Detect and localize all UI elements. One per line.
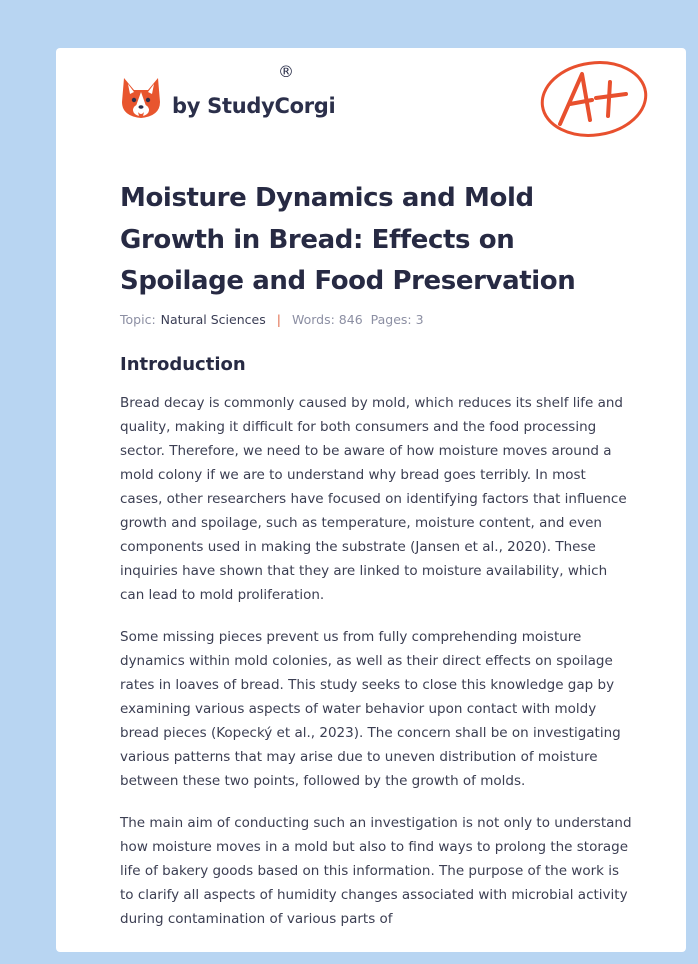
paragraph: Some missing pieces prevent us from fully comprehending moisture dynamics within mold colonies, as well as their direct effects on spoilage rates in loaves of bread. This study seeks to close this knowledge gap by examining various aspects of water behavior upon contact with moldy bread pieces (Kopecký et al., 2023). The concern shall be on investigating various patterns that may arise due to uneven distribution of moisture between these two points, followed by the growth of molds. [120,629,621,789]
meta-separator: | [276,312,281,327]
topic-label: Topic: [120,312,156,327]
paragraph: The main aim of conducting such an investigation is not only to understand how moisture moves in a mold but also to find ways to prolong the storage life of bakery goods based on this information. The purpose of the work is to clarify all aspects of humidity changes associated with microbial activity during contamination of various parts of [120,815,632,927]
registered-mark: ® [278,62,294,81]
words-label: Words: [291,312,335,327]
pages-count: 3 [415,312,424,327]
pages-label: Pages: [370,312,412,327]
grade-a-plus-icon [538,58,650,140]
document-page [56,48,686,952]
document-meta [120,312,424,327]
document-title: Moisture Dynamics and Mold Growth in Bread: Effects on Spoilage and Food Preservation [120,183,576,296]
section-heading: Introduction [120,354,246,375]
corgi-logo-icon [120,76,162,122]
paragraph: Bread decay is commonly caused by mold, which reduces its shelf life and quality, making it difficult for both consumers and the food processing sector. Therefore, we need to be aware of how moisture moves around a mold colony if we are to understand why bread goes terribly. In most cases, other researchers have focused on identifying factors that influence growth and spoilage, such as temperature, moisture content, and even components used in making the substrate (Jansen et al., 2020). These inquiries have shown that they are linked to moisture availability, which can lead to mold proliferation. [120,395,627,603]
brand-name: by StudyCorgi [172,94,336,118]
brand-logo[interactable] [120,76,335,122]
document-body [120,391,632,949]
words-count: 846 [338,312,363,327]
topic-link[interactable]: Natural Sciences [160,312,266,327]
